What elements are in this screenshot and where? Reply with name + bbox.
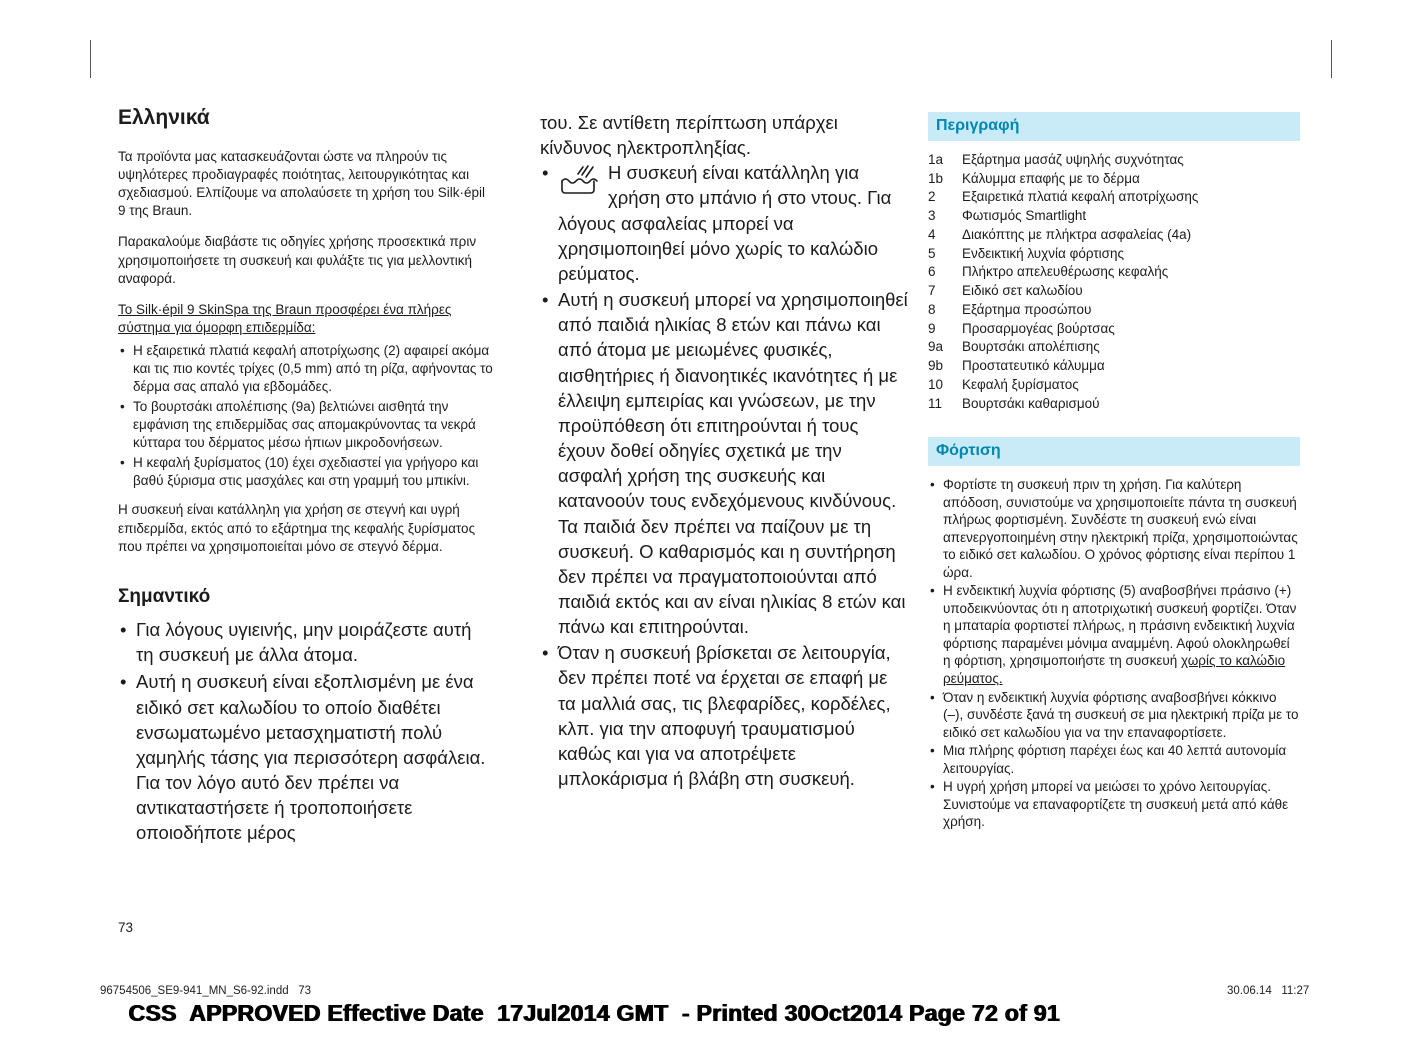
item-number: 11: [928, 395, 943, 411]
item-number: 4: [928, 226, 936, 242]
page-number: 73: [118, 920, 134, 935]
footer-timestamp: 30.06.14 11:27: [1227, 985, 1310, 997]
item-number: 9a: [928, 339, 944, 355]
bullet-text: Μια πλήρης φόρτιση παρέχει έως και 40 λεπτά αυτονομία λειτουργίας.: [943, 743, 1287, 776]
charging-section-header: Φόρτιση: [928, 437, 1300, 466]
list-item: [928, 151, 1300, 170]
bullet-underline: χωρίς το καλώδιο ρεύματος.: [943, 653, 1286, 687]
list-item: [928, 376, 1300, 395]
list-item: [928, 207, 1300, 226]
bullet-text: Η ενδεικτική λυχνία φόρτισης (5) αναβοσβήνει πράσινο (+) υποδεικνύοντας ότι η αποτριχωτική συσκευή φορτίζει. Όταν η μπαταρία φορτιστεί πλήρως, η πράσινη ενδεικτική λυχνία φόρτισης παραμένει μόνιμα αναμμένη. Αφού ολοκληρωθεί η φόρτιση, χρησιμοποιήστε τη συσκευή: [943, 583, 1297, 669]
list-item: [928, 320, 1300, 339]
list-item: [928, 476, 1300, 581]
crop-mark-top-left: [90, 40, 91, 78]
item-number: 9b: [928, 358, 944, 373]
item-text: Εξάρτημα προσώπου: [962, 301, 1092, 317]
item-text: Πλήκτρο απελευθέρωσης κεφαλής: [962, 264, 1169, 280]
item-text: Διακόπτης με πλήκτρα ασφαλείας (4a): [962, 226, 1192, 242]
bathtub-icon: [558, 163, 602, 199]
language-title: Ελληνικά: [118, 106, 210, 129]
bullet-text: Όταν η ενδεικτική λυχνία φόρτισης αναβοσβήνει κόκκινο (–), συνδέστε ξανά τη συσκευή σε μια ηλεκτρική πρίζα με το ειδικό σετ καλωδίου για να την επαναφορτίσετε.: [943, 689, 1299, 740]
right-column: [928, 112, 1300, 832]
approval-stamp: CSS APPROVED Effective Date 17Jul2014 GMT - Printed 30Oct2014 Page 72 of 91: [128, 1000, 1060, 1026]
list-item: • Αυτή η συσκευή μπορεί να χρησιμοποιηθεί από παιδιά ηλικίας 8 ετών και πάνω και από άτομα με μειωμένες φυσικές, αισθητήριες ή διανοητικές ικανότητες ή με έλλειψη εμπειρίας και γνώσεων, με την προϋπόθεση ότι επιτηρούνται ή τους έχουν δοθεί οδηγίες σχετικά με την ασφαλή χρήση της συσκευής και κατανοούν τους ενδεχόμενους κινδύνους. Τα παιδιά δεν πρέπει να παίζουν με τη συσκευή. Ο καθαρισμός και η συντήρηση δεν πρέπει να πραγματοποιούνται από παιδιά εκτός και αν είναι ηλικίας 8 ετών και πάνω και επιτηρούνται.: [540, 287, 910, 639]
intro-paragraph-2: Παρακαλούμε διαβάστε τις οδηγίες χρήσης προσεκτικά πριν χρησιμοποιήσετε τη συσκευή και φυλάξτε τις για μελλοντική αναφορά.: [118, 234, 477, 286]
description-section-header: Περιγραφή: [928, 112, 1300, 141]
continuation-paragraph: του. Σε αντίθετη περίπτωση υπάρχει κίνδυνος ηλεκτροπληξίας.: [540, 112, 838, 159]
bath-safety-text: Η συσκευή είναι κατάλληλη για χρήση στο μπάνιο ή στο ντους. Για λόγους ασφαλείας μπορεί να χρησιμοποιηθεί μόνο χωρίς το καλώδιο ρεύματος.: [558, 162, 892, 284]
item-number: 1b: [928, 170, 944, 186]
middle-column: [540, 110, 910, 792]
list-item: [928, 689, 1300, 742]
description-list: [928, 151, 1300, 414]
system-bullet-list: [118, 342, 494, 491]
list-item: • Όταν η συσκευή βρίσκεται σε λειτουργία, δεν πρέπει ποτέ να έρχεται σε επαφή με τα μαλλιά σας, τις βλεφαρίδες, κορδέλες, κλπ. για την αποφυγή τραυματισμού καθώς και για να αποτρέψετε μπλοκάρισμα ή βλάβη στη συσκευή.: [540, 640, 910, 791]
item-text: Εξάρτημα μασάζ υψηλής συχνότητας: [962, 151, 1184, 167]
list-item: [928, 338, 1300, 357]
item-text: Ειδικό σετ καλωδίου: [962, 283, 1083, 298]
item-number: 2: [928, 189, 936, 205]
bullet-text: Φορτίστε τη συσκευή πριν τη χρήση. Για καλύτερη απόδοση, συνιστούμε να χρησιμοποιείτε πάντα τη συσκευή πλήρως φορτισμένη. Συνδέστε τη συσκευή ενώ είναι απενεργοποιημένη στην ηλεκτρική πρίζα, χρησιμοποιώντας το ειδικό σετ καλωδίου. Ο χρόνος φόρτισης είναι περίπου 1 ώρα.: [943, 477, 1298, 580]
footer-file-reference: 96754506_SE9-941_MN_S6-92.indd 73: [100, 985, 311, 997]
list-item: [928, 778, 1300, 831]
suitability-paragraph: Η συσκευή είναι κατάλληλη για χρήση σε στεγνή και υγρή επιδερμίδα, εκτός από το εξάρτημα της κεφαλής ξυρίσματος που πρέπει να χρησιμοποιείται μόνο σε στεγνό δέρμα.: [118, 502, 476, 554]
list-item: [928, 742, 1300, 777]
item-text: Βουρτσάκι απολέπισης: [962, 339, 1100, 355]
item-number: 3: [928, 208, 936, 223]
item-text: Προστατευτικό κάλυμμα: [962, 358, 1105, 373]
list-item: • Το βουρτσάκι απολέπισης (9a) βελτιώνει αισθητά την εμφάνιση της επιδερμίδας σας απομακρύνοντας τα νεκρά κύτταρα του δέρματος μέσω ήπιων μικροδονήσεων.: [118, 398, 494, 452]
item-number: 6: [928, 264, 936, 280]
list-item: • Για λόγους υγιεινής, μην μοιράζεστε αυτή τη συσκευή με άλλα άτομα.: [118, 617, 494, 667]
crop-mark-top-right: [1331, 40, 1332, 78]
important-bullet-list: [118, 617, 494, 845]
list-item: [928, 282, 1300, 301]
list-item: [928, 582, 1300, 687]
list-item: [928, 301, 1300, 320]
important-heading: Σημαντικό: [118, 585, 211, 607]
list-item: [928, 395, 1300, 414]
item-text: Εξαιρετικά πλατιά κεφαλή αποτρίχωσης: [962, 189, 1199, 205]
list-item: [928, 245, 1300, 264]
list-item: [928, 188, 1300, 207]
list-item: [928, 357, 1300, 376]
item-text: Προσαρμογέας βούρτσας: [962, 320, 1115, 336]
list-item: • Η κεφαλή ξυρίσματος (10) έχει σχεδιαστεί για γρήγορο και βαθύ ξύρισμα στις μασχάλες και στη γραμμή του μπικίνι.: [118, 454, 494, 490]
item-number: 1a: [928, 151, 944, 167]
item-text: Ενδεικτική λυχνία φόρτισης: [962, 245, 1125, 261]
item-number: 9: [928, 320, 936, 336]
charging-bullet-list: [928, 476, 1300, 831]
list-item: • Αυτή η συσκευή είναι εξοπλισμένη με ένα ειδικό σετ καλωδίου το οποίο διαθέτει ενσωματωμένο μετασχηματιστή πολύ χαμηλής τάσης για περισσότερη ασφάλεια. Για τον λόγο αυτό δεν πρέπει να αντικαταστήσετε ή τροποποιήσετε οποιοδήποτε μέρος: [118, 669, 494, 845]
left-column: [118, 104, 494, 848]
item-text: Κάλυμμα επαφής με το δέρμα: [962, 170, 1140, 186]
item-text: Κεφαλή ξυρίσματος: [962, 376, 1079, 392]
item-number: 8: [928, 301, 936, 317]
item-text: Φωτισμός Smartlight: [962, 208, 1087, 223]
list-item: [928, 170, 1300, 189]
item-number: 7: [928, 283, 936, 298]
system-intro: Το Silk·épil 9 SkinSpa της Braun προσφέρει ένα πλήρες σύστημα για όμορφη επιδερμίδα:: [118, 301, 452, 335]
item-number: 5: [928, 245, 936, 261]
bullet-text: Η υγρή χρήση μπορεί να μειώσει το χρόνο λειτουργίας. Συνιστούμε να επαναφορτίζετε τη συσκευή μετά από κάθε χρήση.: [943, 779, 1289, 830]
list-item: [928, 226, 1300, 245]
item-text: Βουρτσάκι καθαρισμού: [962, 395, 1100, 411]
item-number: 10: [928, 376, 944, 392]
list-item: [928, 263, 1300, 282]
intro-paragraph-1: Τα προϊόντα μας κατασκευάζονται ώστε να πληρούν τις υψηλότερες προδιαγραφές ποιότητας, λειτουργικότητας και σχεδιασμού. Ελπίζουμε να απολαύσετε τη χρήση του Silk·épil 9 της Braun.: [118, 149, 485, 219]
list-item: • Η εξαιρετικά πλατιά κεφαλή αποτρίχωσης (2) αφαιρεί ακόμα και τις πιο κοντές τρίχες (0,5 mm) από τη ρίζα, αφήνοντας το δέρμα σας απαλό για εβδομάδες.: [118, 342, 494, 396]
bath-safety-bullet: [540, 160, 910, 286]
